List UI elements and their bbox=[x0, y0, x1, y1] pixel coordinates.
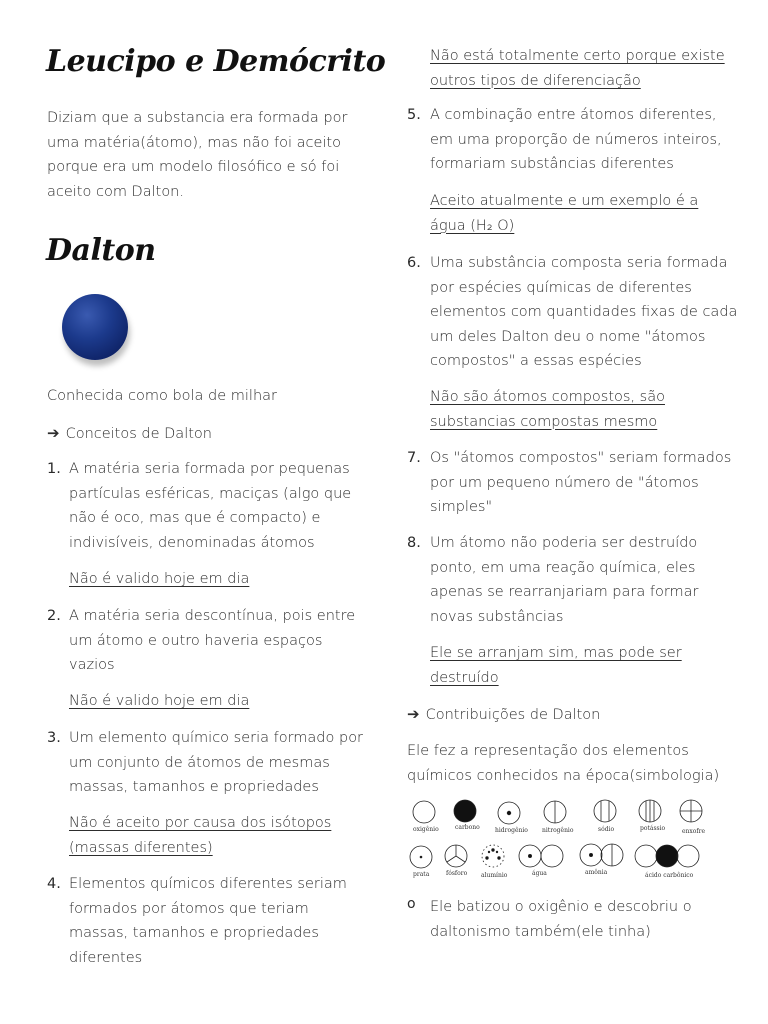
line: por espécies químicas de diferentes bbox=[430, 279, 692, 296]
line: um átomo e outro haveria espaços bbox=[69, 632, 323, 649]
symbol-label: oxigênio bbox=[413, 826, 439, 833]
item-1-text bbox=[69, 457, 369, 555]
symbol-label: enxofre bbox=[682, 828, 706, 835]
item-number: 7. bbox=[407, 450, 421, 466]
billiard-ball-image bbox=[62, 294, 128, 360]
symbol-label: alumínio bbox=[481, 872, 508, 879]
line: Elementos químicos diferentes seriam bbox=[69, 876, 347, 892]
nitrogen-symbol bbox=[544, 801, 566, 823]
line: Ele se arranjam sim, mas pode ser bbox=[430, 645, 682, 661]
item-8-text bbox=[430, 531, 740, 629]
symbol-label: prata bbox=[413, 871, 430, 878]
item-4-text bbox=[69, 872, 369, 970]
item-number: 2. bbox=[47, 608, 61, 624]
line: massas, tamanhos e propriedades bbox=[69, 925, 319, 941]
line: compostos" a essas espécies bbox=[430, 353, 642, 369]
symbol-label: sódio bbox=[598, 826, 615, 833]
line: químicos conhecidos na época(simbologia) bbox=[407, 767, 720, 784]
line: um deles Dalton deu o nome "átomos bbox=[430, 328, 706, 345]
item-number: 8. bbox=[407, 535, 421, 551]
line: Não são átomos compostos, são bbox=[430, 389, 665, 405]
intro-line: porque era um modelo filosófico e só foi bbox=[47, 159, 340, 175]
symbol-label: ácido carbônico bbox=[645, 872, 694, 879]
arrow-right-icon: ➔ bbox=[47, 424, 60, 442]
intro-line: Diziam que a substancia era formada por bbox=[47, 110, 348, 126]
sulfur-symbol bbox=[680, 800, 702, 822]
concepts-heading bbox=[47, 421, 212, 447]
line: destruído bbox=[430, 669, 499, 686]
carbonic-acid-symbol bbox=[635, 845, 699, 867]
symbol-label: carbono bbox=[455, 824, 480, 831]
line: Ele fez a representação dos elementos bbox=[407, 743, 689, 759]
line: por um pequeno número de "átomos bbox=[430, 474, 699, 491]
symbol-label: potássio bbox=[640, 825, 666, 832]
line: Os "átomos compostos" seriam formados bbox=[430, 450, 732, 466]
line: formados por átomos que teriam bbox=[69, 900, 309, 917]
arrow-right-icon: ➔ bbox=[407, 705, 420, 723]
contributions-heading-label: Contribuições de Dalton bbox=[425, 707, 601, 723]
line: não é oco, mas que é compacto) e bbox=[69, 510, 321, 526]
bullet-marker: o bbox=[407, 896, 416, 912]
item-4-note bbox=[430, 44, 725, 93]
line: Ele batizou o oxigênio e descobriu o bbox=[430, 899, 692, 915]
line: elementos com quantidades fixas de cada bbox=[430, 304, 738, 320]
sodium-symbol bbox=[594, 800, 616, 822]
item-6-note bbox=[430, 385, 665, 434]
symbol-label: amônia bbox=[585, 869, 608, 876]
line: Aceito atualmente e um exemplo é a bbox=[430, 193, 699, 209]
line: A matéria seria descontínua, pois entre bbox=[69, 608, 356, 624]
line: A matéria seria formada por pequenas bbox=[69, 461, 350, 477]
symbol-label: fósforo bbox=[446, 870, 468, 877]
carbon-symbol bbox=[454, 800, 476, 822]
line: substancias compostas mesmo bbox=[430, 413, 658, 430]
ammonia-symbol bbox=[580, 844, 623, 866]
item-number: 1. bbox=[47, 461, 61, 477]
potassium-symbol bbox=[639, 800, 661, 822]
line: Um elemento químico seria formado por bbox=[69, 730, 364, 746]
line: água (H₂ O) bbox=[430, 217, 515, 234]
contributions-text bbox=[407, 739, 737, 788]
line: daltonismo também(ele tinha) bbox=[430, 923, 651, 940]
phosphorus-symbol bbox=[445, 845, 467, 867]
line: em uma proporção de números inteiros, bbox=[430, 131, 722, 148]
item-2-text bbox=[69, 604, 369, 678]
symbol-label: nitrogênio bbox=[542, 827, 574, 834]
title-leucipo-democrito: Leucipo e Demócrito bbox=[46, 44, 386, 79]
water-symbol bbox=[519, 845, 563, 867]
item-6-text bbox=[430, 251, 740, 374]
line: formariam substâncias diferentes bbox=[430, 156, 674, 172]
contributions-heading bbox=[407, 702, 600, 728]
item-8-note bbox=[430, 641, 682, 690]
line: novas substâncias bbox=[430, 608, 564, 625]
line: indivisíveis, denominadas átomos bbox=[69, 534, 315, 551]
item-7-text bbox=[430, 446, 740, 520]
line: apenas se rearranjariam para formar bbox=[430, 584, 699, 600]
line: Um átomo não poderia ser destruído bbox=[430, 535, 698, 551]
item-number: 6. bbox=[407, 255, 421, 271]
line: um conjunto de átomos de mesmas bbox=[69, 754, 330, 771]
hydrogen-symbol bbox=[498, 802, 520, 824]
line: vazios bbox=[69, 657, 115, 673]
line: massas, tamanhos e propriedades bbox=[69, 779, 319, 795]
concepts-heading-label: Conceitos de Dalton bbox=[65, 426, 212, 442]
line: outros tipos de diferenciação bbox=[430, 72, 641, 89]
known-as-text: Conhecida como bola de milhar bbox=[47, 388, 277, 404]
line: diferentes bbox=[69, 949, 143, 966]
line: Não está totalmente certo porque existe bbox=[430, 48, 725, 64]
line: A combinação entre átomos diferentes, bbox=[430, 107, 717, 123]
dalton-symbols-diagram bbox=[405, 795, 715, 885]
item-number: 3. bbox=[47, 730, 61, 746]
item-2-note: Não é valido hoje em dia bbox=[69, 693, 250, 709]
item-number: 5. bbox=[407, 107, 421, 123]
item-3-text bbox=[69, 726, 369, 800]
item-3-note bbox=[69, 811, 331, 860]
item-5-text bbox=[430, 103, 740, 177]
symbol-label: água bbox=[532, 870, 547, 877]
aluminium-symbol bbox=[482, 845, 504, 867]
line: (massas diferentes) bbox=[69, 839, 213, 856]
intro-line: aceito com Dalton. bbox=[47, 183, 184, 200]
line: simples" bbox=[430, 499, 493, 515]
silver-symbol bbox=[410, 846, 432, 868]
line: Não é aceito por causa dos isótopos bbox=[69, 815, 332, 831]
bullet-text bbox=[430, 895, 740, 944]
intro-paragraph bbox=[47, 106, 367, 204]
oxygen-symbol bbox=[413, 801, 435, 823]
symbol-label: hidrogênio bbox=[495, 827, 528, 834]
intro-line: uma matéria(átomo), mas não foi aceito bbox=[47, 134, 341, 151]
title-dalton: Dalton bbox=[46, 233, 156, 268]
item-1-note: Não é valido hoje em dia bbox=[69, 571, 250, 587]
item-5-note bbox=[430, 189, 698, 238]
line: partículas esféricas, maciças (algo que bbox=[69, 485, 352, 502]
line: Uma substância composta seria formada bbox=[430, 255, 728, 271]
item-number: 4. bbox=[47, 876, 61, 892]
line: ponto, em uma reação química, eles bbox=[430, 559, 696, 576]
